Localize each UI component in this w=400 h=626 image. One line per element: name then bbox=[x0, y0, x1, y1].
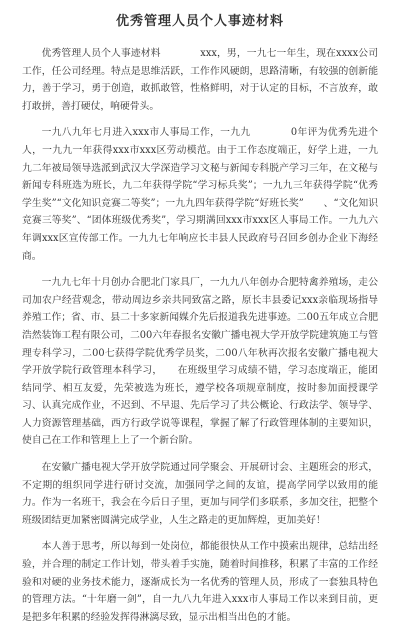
document-title: 优秀管理人员个人事迹材料 bbox=[115, 14, 284, 29]
paragraph-business: 一九九七年十月创办合肥北门家具厂，一九九八年创办合肥特禽养殖场，走公司加农户经营观念，带动周边乡亲共同致富之路，原长丰县委记xxx亲临现场指导养殖工作；省、市、县二十多家新闻媒介先后报道我先进事迹。二00五年成立合肥浩然装饰工程有限公司，二00六年春报名安徽广播电视大学开放学院建筑施工与管理专科学习，二00七获得学院优秀学员奖，二00八年秋再次报名安徽广播电视大学开放学院行政管理本科学习， 在班级里学习成绩不错，学习态度端正，能团结同学、相互友爱，先荣被选为班长，遵学校各项规章制度，按时参加面授课学习、认真完成作业，不迟到、不早退、先后学习了共公概论、行政法学、领导学、人力资源管理基础，西方行政学说等课程，掌握了解了行政管理体制的主要知识，使自己在工作和管理上上了一个新台阶。 bbox=[22, 277, 378, 447]
paragraph-study: 在安徽广播电视大学开放学院通过同学聚会、开展研讨会、主题班会的形式，不定期的组织同学进行研讨交流，加强同学之间的友谊，提高学同学以致用的能力。作为一名班干，我会在今后日子里，更加与同学们多联系，多加交往，把整个班级团结更加紧密圆满完成学业，人生之路走的更加辉煌，更加美好！ bbox=[22, 462, 378, 526]
paragraph-summary: 本人善于思考，所以每到一处岗位，都能很快从工作中摸索出规律，总结出经验，并合理的制定工作计划，带头着手实施，随着时间推移，积累了丰富的工作经验和对硬的业务技术能力，逐渐成长为一名优秀的管理人员，形成了一套独具特色的管理方法。“十年磨一剑”，自一九八九年进入xxx市人事局工作以来到目前，更是把多年积累的经验发挥得淋漓尽致，显示出相当出色的才能。 bbox=[22, 541, 378, 623]
paragraph-career: 一九八九年七月进入xxx市人事局工作，一九九 0年评为优秀先进个人，一九九一年获得xxx市xxx区劳动模范。由于工作态度端正，好学上进，一九九二年被局领导选派到武汉大学深造学习文秘与新闻专科脱产学习三年，在文秘与新闻专科班选为班长，九二年获得学院“学习标兵奖”；一九九三年获得学院“优秀学生奖”“文化知识竞赛二等奖”；一九九四年获得学院“好班长奖” 、“文化知识竞赛三等奖”、“团体班级优秀奖”，学习期满回xxx市xxx区人事局工作。一九九六年调xxx区宣传部工作。一九九七年响应长丰县人民政府号召回乡创办企业下海经商。 bbox=[22, 127, 378, 262]
paragraph-intro: 优秀管理人员个人事迹材料 xxx，男，一九七一年生，现在xxxx公司工作，任公司经理。特点是思维活跃，工作作风硬朗，思路清晰，有较强的创新能力，善于学习，勇于创造，敢抓敢管，性格鲜明，对于认定的目标，不言放弃，敢打敢拼，善打硬仗，响硬骨头。 bbox=[22, 48, 378, 112]
